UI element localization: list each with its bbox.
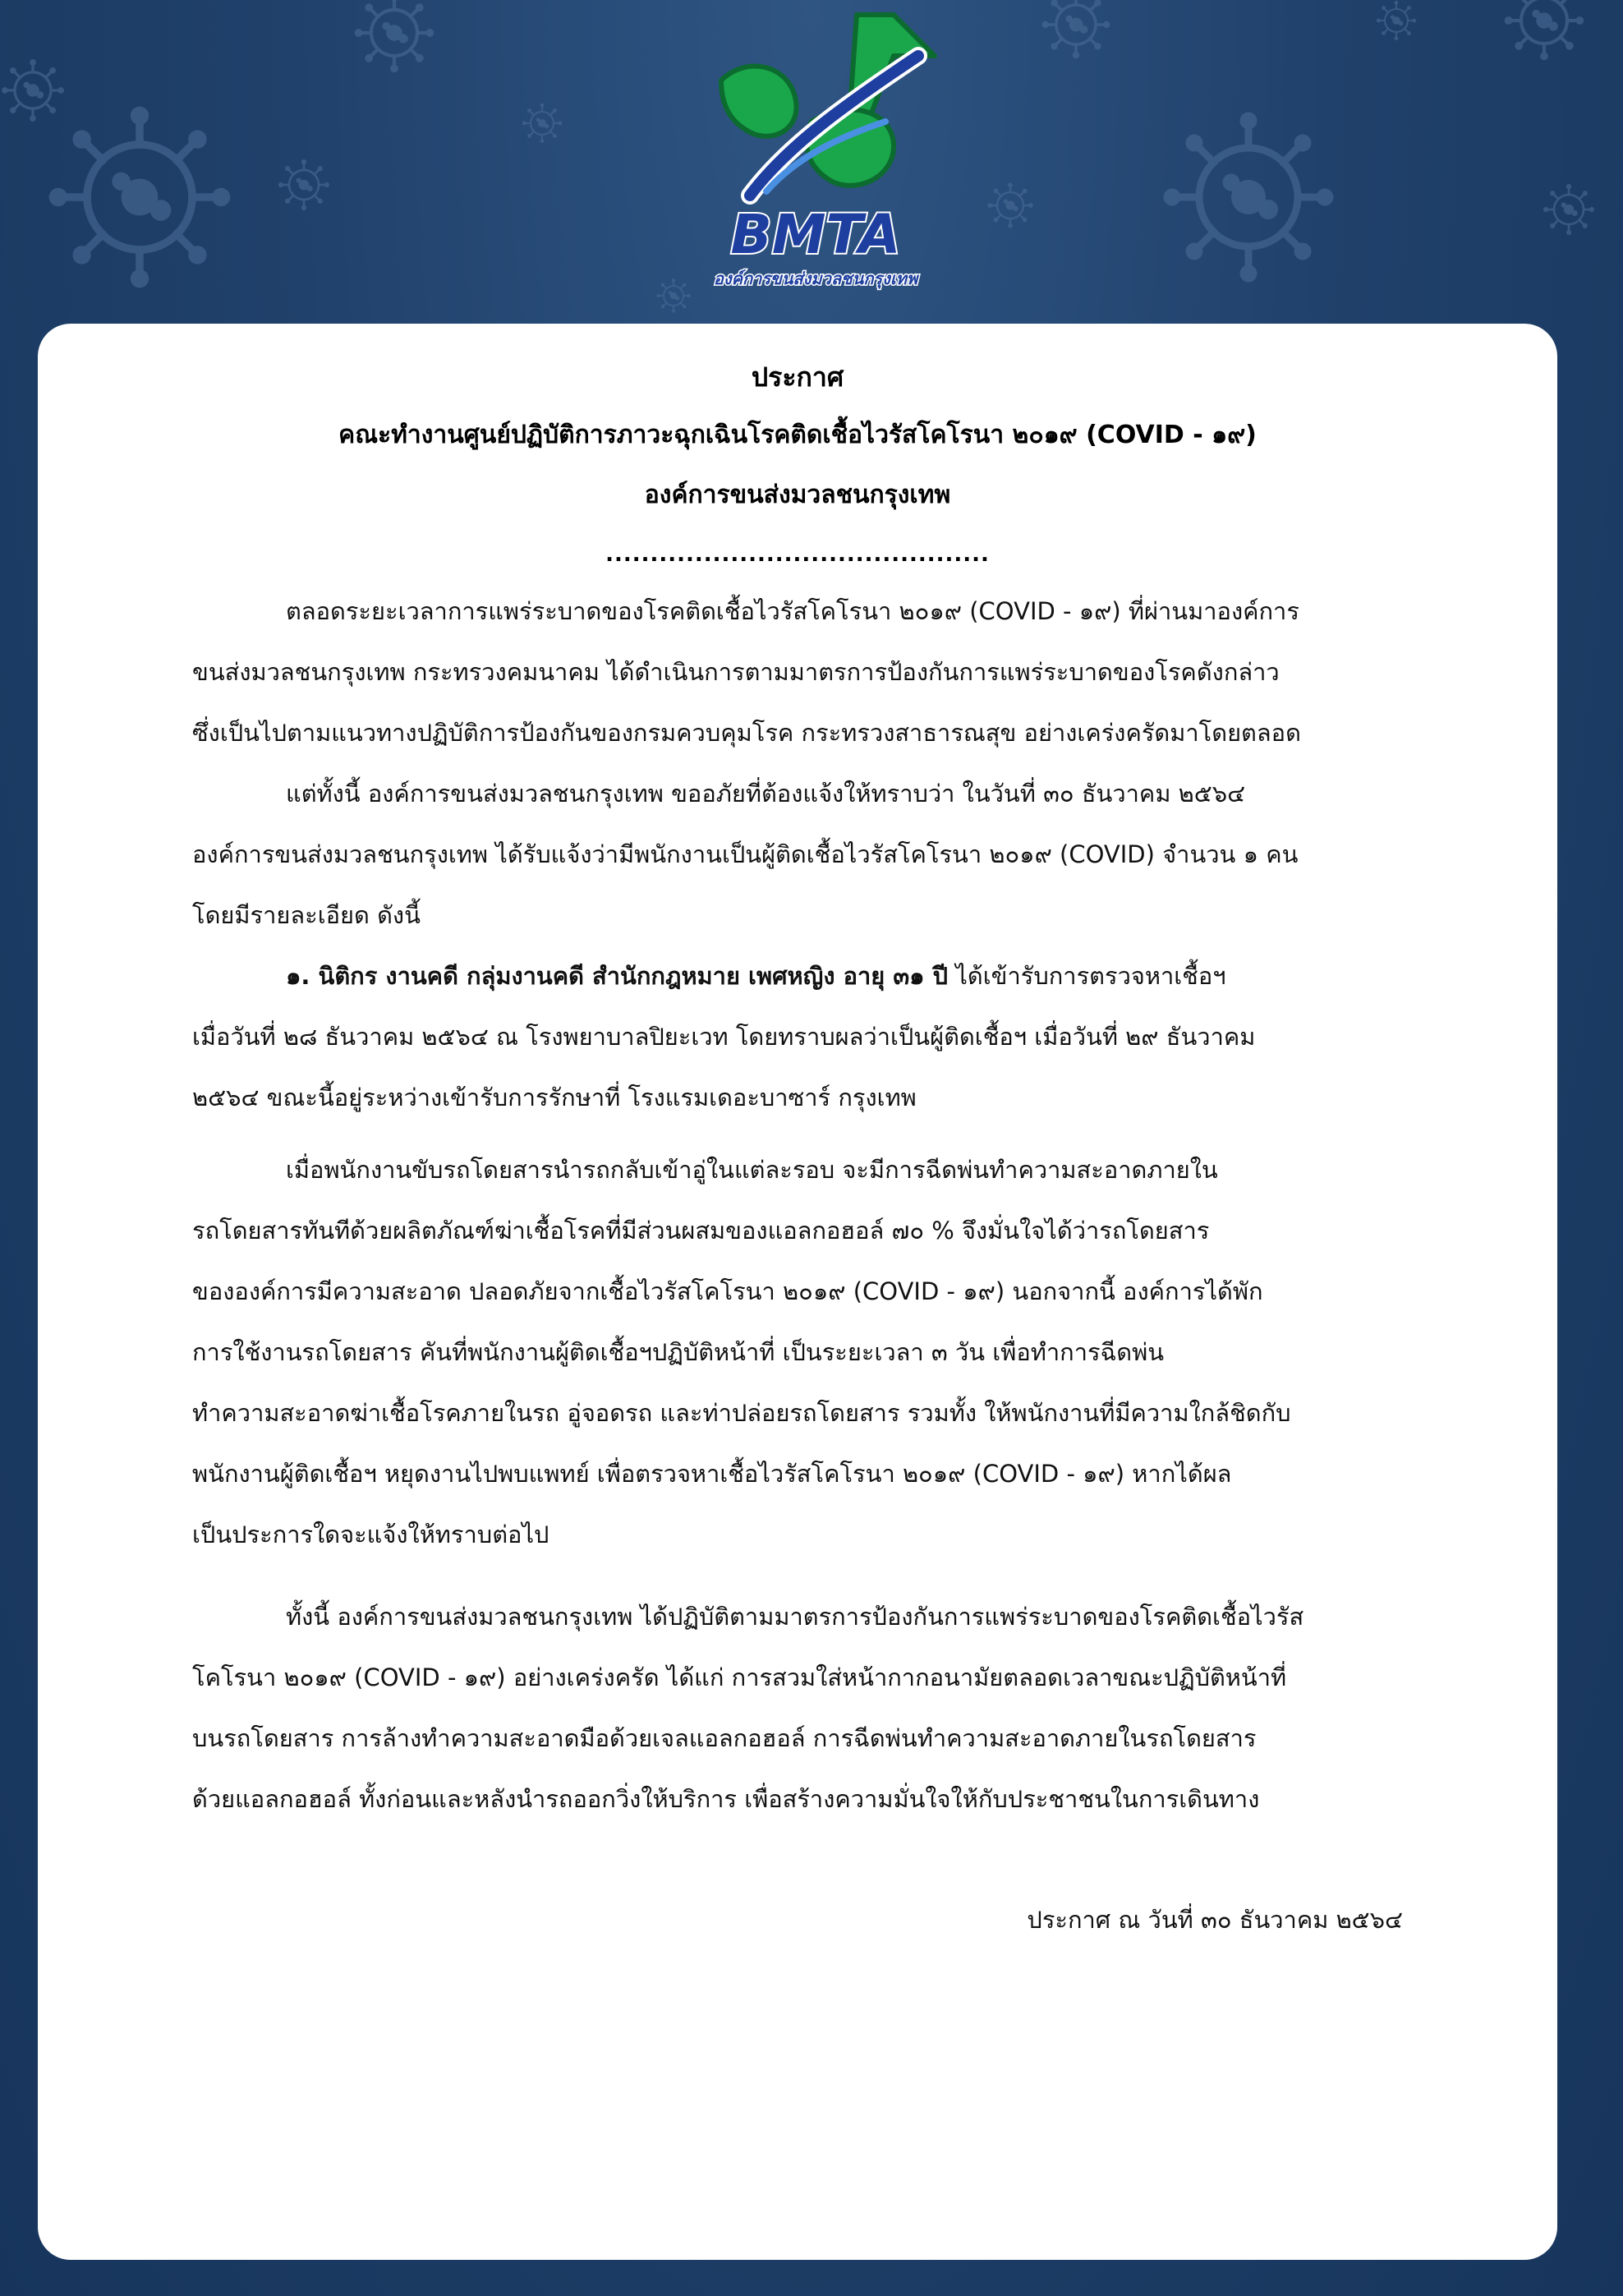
bmta-emblem-icon (721, 15, 935, 196)
logo-subtitle: องค์การขนส่งมวลชนกรุงเทพ (713, 269, 918, 288)
case-heading-rest: ได้เข้ารับการตรวจหาเชื้อฯ (948, 962, 1226, 990)
paragraph-line: ขนส่งมวลชนกรุงเทพ กระทรวงคมนาคม ได้ดำเนินการตามมาตรการป้องกันการแพร่ระบาดของโรคดังกล่าว (192, 658, 1280, 686)
paragraph-line: แต่ทั้งนี้ องค์การขนส่งมวลชนกรุงเทพ ขออภัยที่ต้องแจ้งให้ทราบว่า ในวันที่ ๓๐ ธันวาคม ๒๕๖๔ (286, 780, 1246, 808)
paragraph-line: โดยมีรายละเอียด ดังนี้ (192, 901, 421, 929)
paragraph-line: ตลอดระยะเวลาการแพร่ระบาดของโรคติดเชื้อไวรัสโคโรนา ๒๐๑๙ (COVID - ๑๙) ที่ผ่านมาองค์การ (286, 597, 1299, 625)
announcement-card (38, 324, 1557, 2260)
paragraph-line: เป็นประการใดจะแจ้งให้ทราบต่อไป (192, 1521, 549, 1548)
announcement-subtitle: คณะทำงานศูนย์ปฏิบัติการภาวะฉุกเฉินโรคติดเชื้อไวรัสโคโรนา ๒๐๑๙ (COVID - ๑๙) (338, 421, 1257, 449)
paragraph-line: การใช้งานรถโดยสาร คันที่พนักงานผู้ติดเชื้อฯปฏิบัติหน้าที่ เป็นระยะเวลา ๓ วัน เพื่อทำการฉีดพ่น (192, 1338, 1165, 1366)
announcement-title: ประกาศ (751, 361, 844, 393)
paragraph-line: บนรถโดยสาร การล้างทำความสะอาดมือด้วยเจลแอลกอฮอล์ การฉีดพ่นทำความสะอาดภายในรถโดยสาร (192, 1724, 1257, 1752)
paragraph-line: องค์การขนส่งมวลชนกรุงเทพ ได้รับแจ้งว่ามีพนักงานเป็นผู้ติดเชื้อไวรัสโคโรนา ๒๐๑๙ (COVID) จำนวน ๑ คน (192, 840, 1299, 868)
logo-text: BMTA (730, 203, 901, 266)
paragraph-line: ขององค์การมีความสะอาด ปลอดภัยจากเชื้อไวรัสโคโรนา ๒๐๑๙ (COVID - ๑๙) นอกจากนี้ องค์การได้พัก (192, 1277, 1263, 1305)
paragraph-line: พนักงานผู้ติดเชื้อฯ หยุดงานไปพบแพทย์ เพื่อตรวจหาเชื้อไวรัสโคโรนา ๒๐๑๙ (COVID - ๑๙) หากได้ผล (192, 1460, 1232, 1488)
case-heading-line (286, 959, 1226, 992)
paragraph-line: ด้วยแอลกอฮอล์ ทั้งก่อนและหลังนำรถออกวิ่งให้บริการ เพื่อสร้างความมั่นใจให้กับประชาชนในการเดินทาง (192, 1785, 1260, 1813)
paragraph-line: ทำความสะอาดฆ่าเชื้อโรคภายในรถ อู่จอดรถ และท่าปล่อยรถโดยสาร รวมทั้ง ให้พนักงานที่มีความใกล้ชิดกับ (192, 1399, 1291, 1427)
case-employee-summary: ๑. นิติกร งานคดี กลุ่มงานคดี สำนักกฎหมาย เพศหญิง อายุ ๓๑ ปี (286, 962, 949, 990)
paragraph-line: โคโรนา ๒๐๑๙ (COVID - ๑๙) อย่างเคร่งครัด ได้แก่ การสวมใส่หน้ากากอนามัยตลอดเวลาขณะปฏิบัติหน้าที่ (192, 1663, 1287, 1691)
paragraph-line: ทั้งนี้ องค์การขนส่งมวลชนกรุงเทพ ได้ปฏิบัติตามมาตรการป้องกันการแพร่ระบาดของโรคติดเชื้อไวรัส (286, 1603, 1304, 1631)
paragraph-line: เมื่อพนักงานขับรถโดยสารนำรถกลับเข้าอู่ในแต่ละรอบ จะมีการฉีดพ่นทำความสะอาดภายใน (286, 1156, 1218, 1184)
paragraph-line: เมื่อวันที่ ๒๘ ธันวาคม ๒๕๖๔ ณ โรงพยาบาลปิยะเวท โดยทราบผลว่าเป็นผู้ติดเชื้อฯ เมื่อวันที่ ๒๙ ธันวาคม (192, 1023, 1256, 1051)
paragraph-line: ซึ่งเป็นไปตามแนวทางปฏิบัติการป้องกันของกรมควบคุมโรค กระทรวงสาธารณสุข อย่างเคร่งครัดมาโดยตลอด (192, 719, 1301, 747)
paragraph-line: ๒๕๖๔ ขณะนี้อยู่ระหว่างเข้ารับการรักษาที่ โรงแรมเดอะบาซาร์ กรุงเทพ (192, 1084, 917, 1111)
announcement-signoff-date: ประกาศ ณ วันที่ ๓๐ ธันวาคม ๒๕๖๔ (1027, 1906, 1403, 1934)
bmta-logo (688, 7, 943, 294)
paragraph-line: รถโดยสารทันทีด้วยผลิตภัณฑ์ฆ่าเชื้อโรคที่มีส่วนผสมของแอลกอฮอล์ ๗๐ % จึงมั่นใจได้ว่ารถโดยสาร (192, 1217, 1210, 1245)
header-divider: ........................................... (605, 542, 990, 567)
announcement-org: องค์การขนส่งมวลชนกรุงเทพ (644, 481, 951, 509)
